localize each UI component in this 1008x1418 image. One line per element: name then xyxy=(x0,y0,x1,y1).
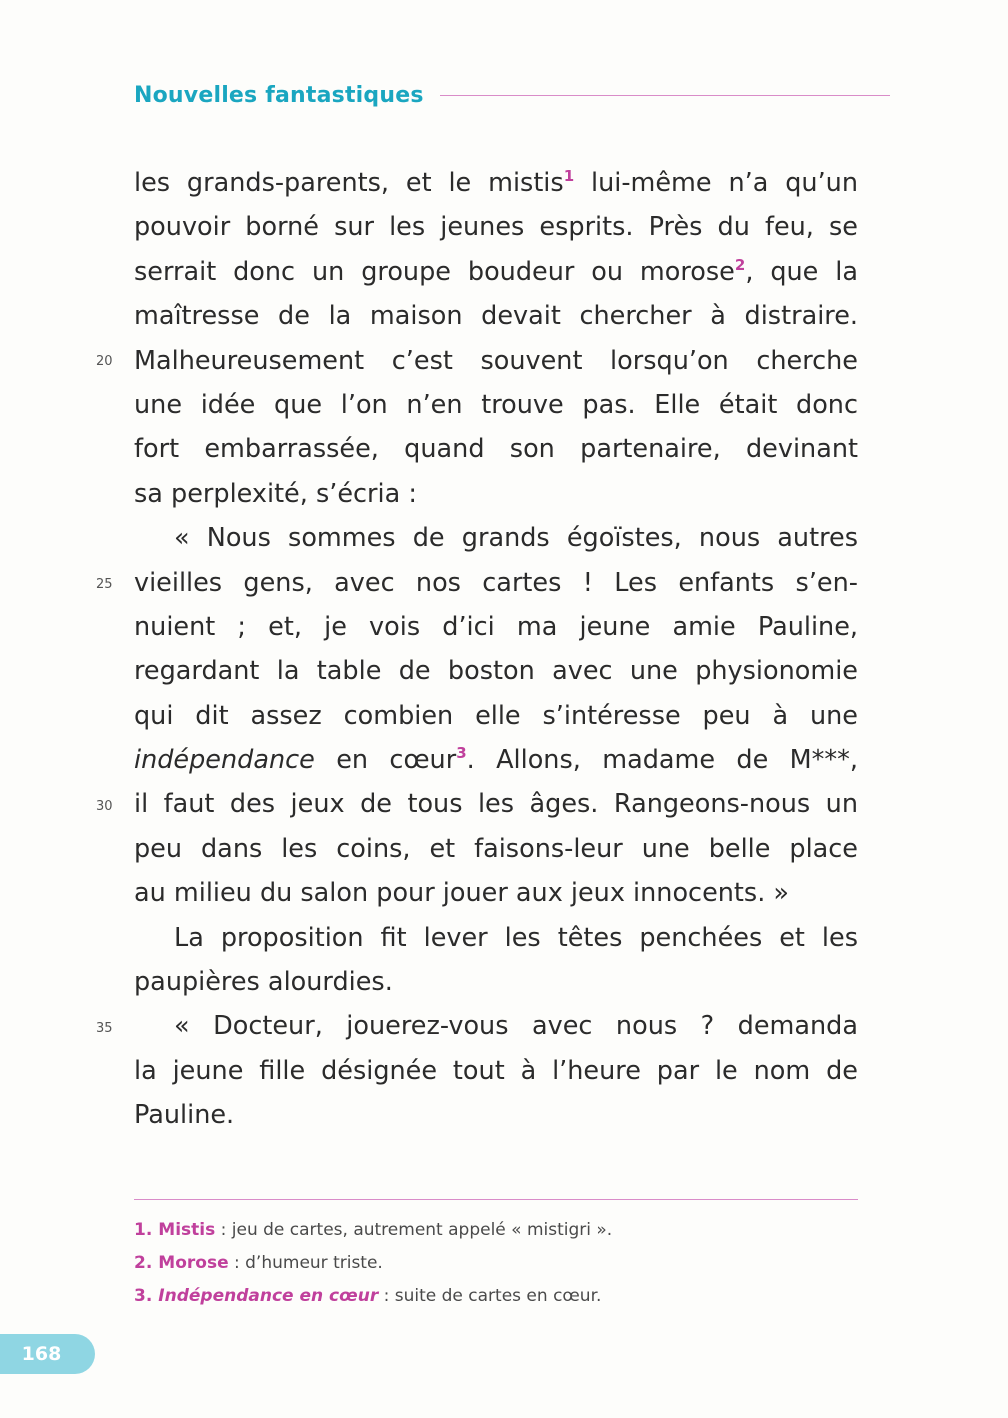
text-line: Malheureusement c’est souvent lorsqu’on cherche xyxy=(134,345,858,376)
line-number-20: 20 xyxy=(96,354,113,369)
footnote-ref-1: 1 xyxy=(563,167,575,185)
book-title: Nouvelles fantastiques xyxy=(134,82,424,108)
text-line: regardant la table de boston avec une physionomie xyxy=(134,656,858,687)
page-number: 168 xyxy=(21,1343,62,1365)
text-line: la jeune fille désignée tout à l’heure par le nom de xyxy=(134,1055,858,1086)
running-header xyxy=(134,78,890,112)
text-line: La proposition fit lever les têtes penchées et les xyxy=(174,922,858,953)
header-rule xyxy=(440,95,890,96)
text-line: au milieu du salon pour jouer aux jeux innocents. » xyxy=(134,878,790,909)
main-text xyxy=(134,161,858,1138)
line-number-25: 25 xyxy=(96,577,113,592)
footnotes-divider xyxy=(134,1199,858,1200)
footnote-1: 1. Mistis : jeu de cartes, autrement appelé « mistigri ». xyxy=(134,1220,613,1240)
text-line: nuient ; et, je vois d’ici ma jeune amie Pauline, xyxy=(134,611,858,642)
text-line: peu dans les coins, et faisons-leur une belle place xyxy=(134,833,858,864)
text-line: il faut des jeux de tous les âges. Rangeons-nous un xyxy=(134,789,858,820)
footnote-3: 3. Indépendance en cœur : suite de cartes en cœur. xyxy=(134,1286,602,1306)
text-line: « Docteur, jouerez-vous avec nous ? demanda xyxy=(174,1011,858,1042)
text-line: « Nous sommes de grands égoïstes, nous autres xyxy=(174,523,858,554)
line-number-35: 35 xyxy=(96,1021,113,1036)
text-line: Pauline. xyxy=(134,1100,235,1131)
footnote-term: Morose xyxy=(158,1253,229,1273)
text-line: paupières alourdies. xyxy=(134,967,393,998)
footnote-term: Mistis xyxy=(158,1220,216,1240)
line-number-30: 30 xyxy=(96,799,113,814)
text-line: qui dit assez combien elle s’intéresse peu à une xyxy=(134,700,858,731)
text-line: les grands-parents, et le mistis$^1$ lui-même n’a qu’un xyxy=(134,167,858,198)
text-line: fort embarrassée, quand son partenaire, devinant xyxy=(134,434,858,465)
footnote-ref-3: 3 xyxy=(456,744,467,763)
footnote-2: 2. Morose : d’humeur triste. xyxy=(134,1253,383,1273)
text-line: serrait donc un groupe boudeur ou morose$^2$, que la xyxy=(134,255,858,287)
footnote-term: Indépendance en cœur xyxy=(158,1286,379,1306)
text-line: une idée que l’on n’en trouve pas. Elle était donc xyxy=(134,389,858,420)
text-line: pouvoir borné sur les jeunes esprits. Près du feu, se xyxy=(134,212,858,243)
text-line: vieilles gens, avec nos cartes ! Les enfants s’en- xyxy=(134,567,858,598)
text-line: maîtresse de la maison devait chercher à distraire. xyxy=(134,301,858,332)
text-line: indépendance en cœur$^3$. Allons, madame de M***, xyxy=(134,744,859,776)
footnotes xyxy=(134,1214,858,1313)
page-number-tab xyxy=(0,1334,95,1374)
footnote-ref-2: 2 xyxy=(734,255,746,274)
text-line: sa perplexité, s’écria : xyxy=(134,478,417,509)
